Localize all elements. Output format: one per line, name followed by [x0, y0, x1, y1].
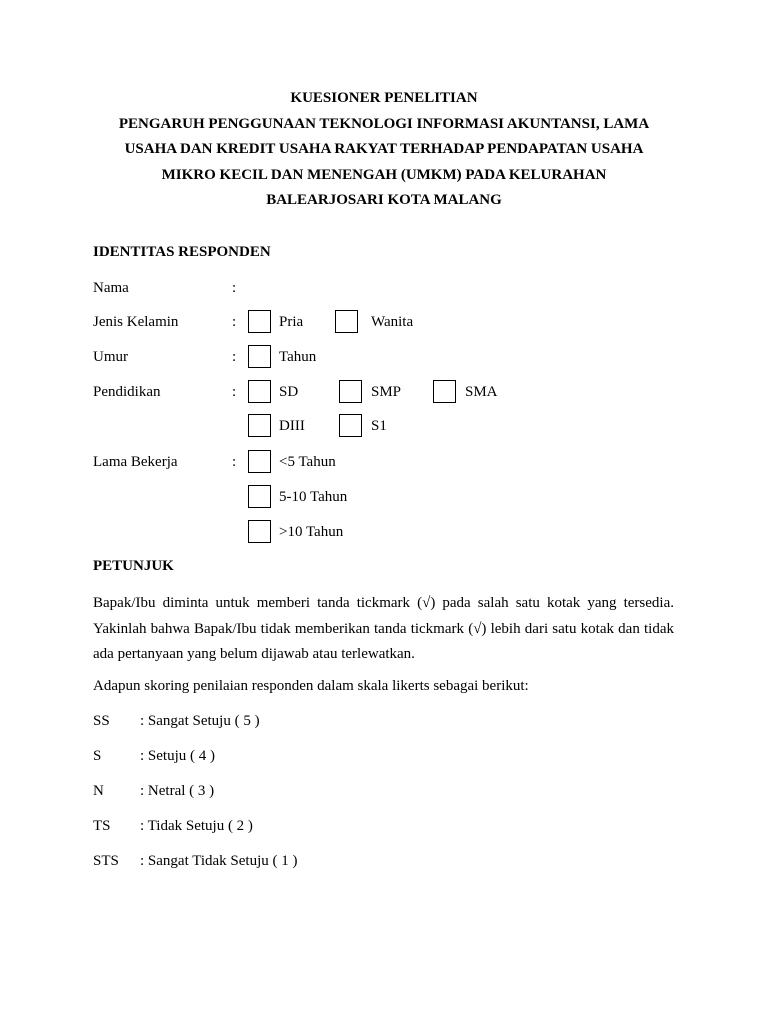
lama-bekerja-separator: :: [232, 454, 237, 470]
pendidikan-separator: :: [232, 384, 237, 400]
checkbox-gt10[interactable]: [248, 520, 271, 543]
checkbox-wanita[interactable]: [335, 310, 358, 333]
checkbox-lt5[interactable]: [248, 450, 271, 473]
nama-separator: :: [232, 280, 237, 296]
option-lt5: <5 Tahun: [279, 454, 336, 470]
option-smp: SMP: [371, 384, 402, 400]
checkbox-sma[interactable]: [433, 380, 456, 403]
scale-code: STS: [93, 853, 119, 869]
umur-label: Umur: [93, 349, 128, 365]
scale-desc: : Sangat Tidak Setuju ( 1 ): [140, 853, 298, 869]
scale-code: TS: [93, 818, 111, 834]
checkbox-pria[interactable]: [248, 310, 271, 333]
jenis-kelamin-label: Jenis Kelamin: [93, 314, 179, 330]
jenis-kelamin-separator: :: [232, 314, 237, 330]
title-line: MIKRO KECIL DAN MENENGAH (UMKM) PADA KELURAHAN: [161, 166, 607, 183]
umur-separator: :: [232, 349, 237, 365]
nama-label: Nama: [93, 280, 129, 296]
title-line: BALEARJOSARI KOTA MALANG: [266, 192, 502, 208]
lama-bekerja-label: Lama Bekerja: [93, 454, 178, 470]
checkbox-5to10[interactable]: [248, 485, 271, 508]
option-sd: SD: [279, 384, 299, 400]
instructions-heading: PETUNJUK: [93, 558, 174, 574]
title-line: USAHA DAN KREDIT USAHA RAKYAT TERHADAP PENDAPATAN USAHA: [124, 141, 644, 157]
option-s1: S1: [371, 418, 387, 434]
scoring-intro: Adapun skoring penilaian responden dalam skala likerts sebagai berikut:: [93, 678, 529, 694]
checkbox-s1[interactable]: [339, 414, 362, 437]
option-pria: Pria: [279, 314, 304, 330]
option-tahun: Tahun: [279, 349, 317, 365]
scale-desc: : Tidak Setuju ( 2 ): [140, 818, 253, 834]
option-gt10: >10 Tahun: [279, 524, 344, 540]
option-5to10: 5-10 Tahun: [279, 489, 348, 505]
checkbox-diii[interactable]: [248, 414, 271, 437]
identity-heading: IDENTITAS RESPONDEN: [93, 244, 271, 260]
checkbox-sd[interactable]: [248, 380, 271, 403]
checkbox-umur[interactable]: [248, 345, 271, 368]
pendidikan-label: Pendidikan: [93, 384, 161, 400]
title-line: PENGARUH PENGGUNAAN TEKNOLOGI INFORMASI AKUNTANSI, LAMA: [118, 115, 650, 132]
option-diii: DIII: [279, 418, 305, 434]
scale-desc: : Setuju ( 4 ): [140, 748, 215, 764]
option-wanita: Wanita: [371, 314, 414, 330]
scale-desc: : Netral ( 3 ): [140, 783, 215, 799]
checkbox-smp[interactable]: [339, 380, 362, 403]
instructions-paragraph: Bapak/Ibu diminta untuk memberi tanda tickmark (√) pada salah satu kotak yang tersedia. Yakinlah bahwa Bapak/Ibu tidak memberikan tanda tickmark (√) lebih dari satu kotak dan tidak ada pertanyaan yang belum dijawab atau terlewatkan.: [93, 595, 674, 662]
option-sma: SMA: [465, 384, 498, 400]
document-title: [92, 86, 676, 214]
scale-code: S: [93, 748, 102, 764]
scale-code: SS: [93, 713, 110, 729]
title-line: KUESIONER PENELITIAN: [290, 90, 478, 106]
scale-code: N: [93, 783, 104, 799]
scale-desc: : Sangat Setuju ( 5 ): [140, 713, 260, 729]
